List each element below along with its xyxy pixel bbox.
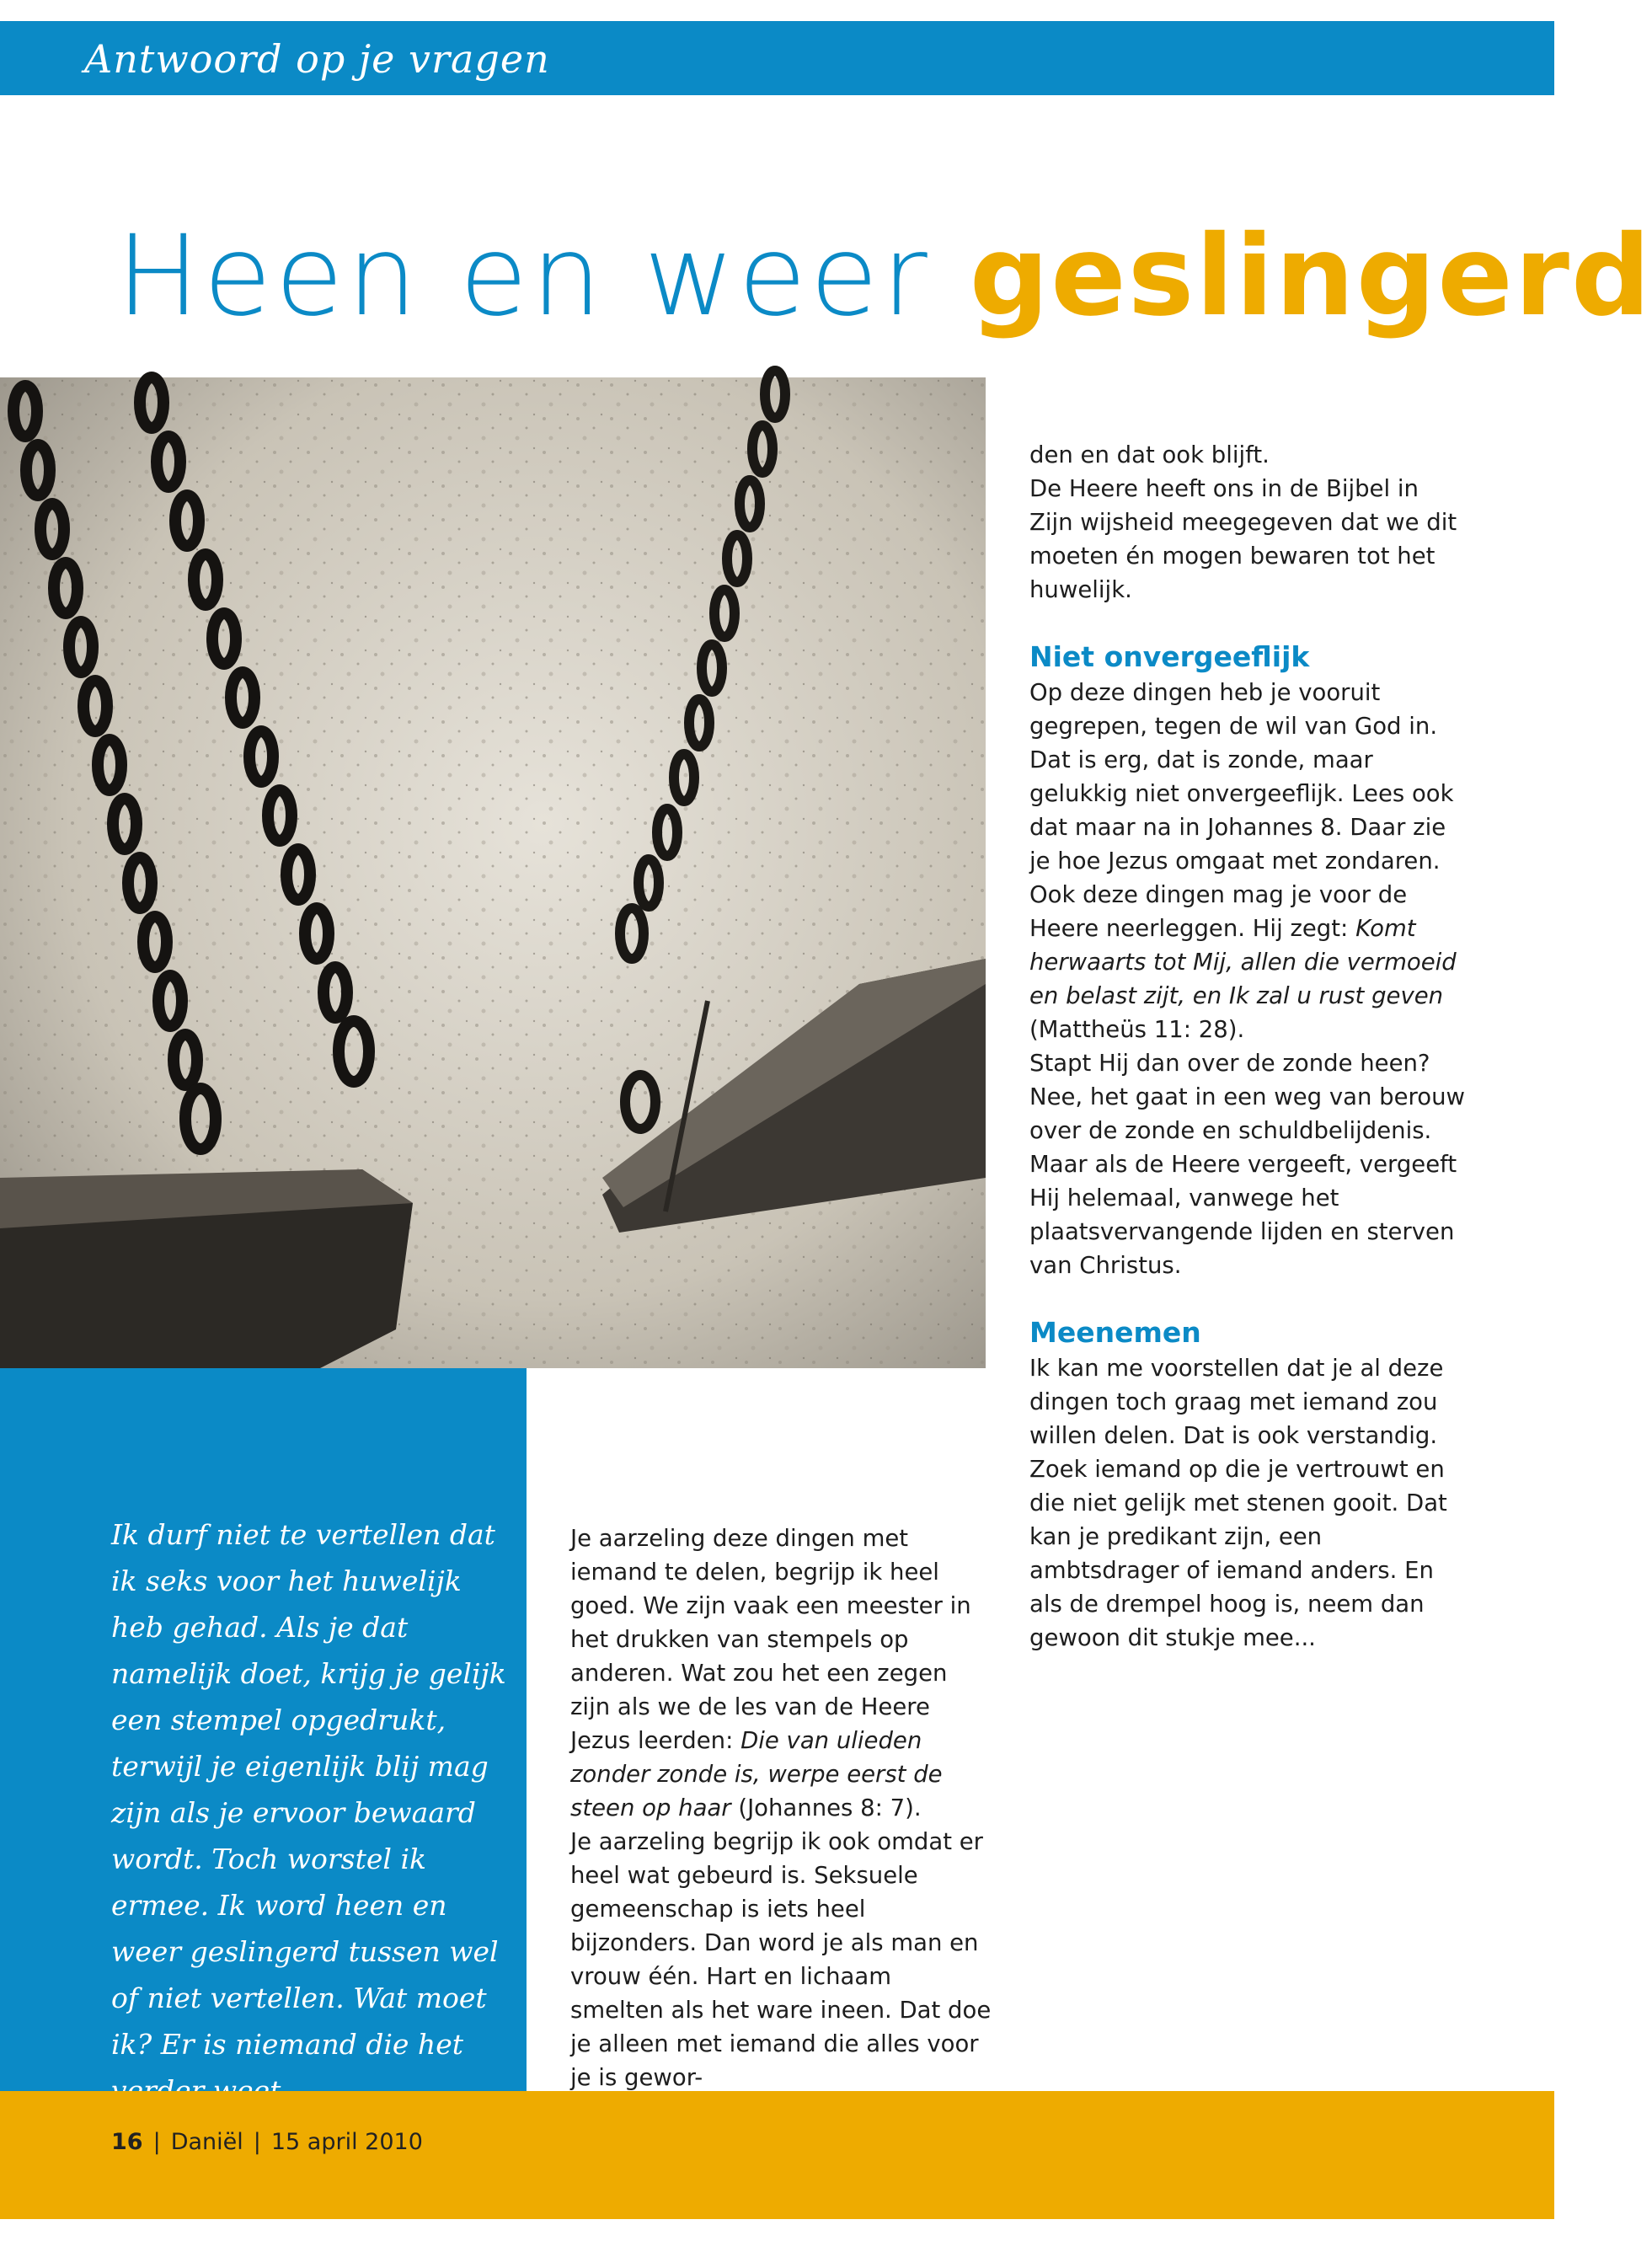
paragraph: Je aarzeling deze dingen met iemand te delen, begrijp ik heel goed. We zijn vaak een meester in het drukken van stempels op anderen. Wat zou het een zegen zijn als we de les van de Heere Jezus leerden: Die van ulieden zonder zonde is, werpe eerst de steen op haar (Johannes 8: 7). xyxy=(570,1525,971,1821)
article-column-middle xyxy=(570,1522,992,2094)
bible-quote: Komt herwaarts tot Mij, allen die vermoeid en belast zijt, en Ik zal u rust geven xyxy=(1029,915,1457,1009)
page-title xyxy=(116,211,1652,341)
bible-quote: Die van ulieden zonder zonde is, werpe eerst de steen op haar xyxy=(570,1727,943,1821)
paragraph: Je aarzeling begrijp ik ook omdat er heel wat gebeurd is. Seksuele gemeenschap is iets heel bijzonders. Dan word je als man en vrouw één. Hart en lichaam smelten als het ware ineen. Dat doe je alleen met iemand die alles voor je is gewor- xyxy=(570,1828,992,2091)
header-bar xyxy=(0,21,1554,95)
footer-bar xyxy=(0,2091,1554,2219)
separator: | xyxy=(152,2129,161,2155)
swing-photo xyxy=(0,377,986,1368)
paragraph: den en dat ook blijft. xyxy=(1029,441,1270,468)
footer xyxy=(111,2129,423,2155)
magazine-name: Daniël xyxy=(170,2129,243,2155)
separator: | xyxy=(253,2129,261,2155)
page-number: 16 xyxy=(111,2129,143,2155)
subheading-meenemen: Meenemen xyxy=(1029,1316,1201,1349)
issue-date: 15 april 2010 xyxy=(270,2129,423,2155)
article-column-right xyxy=(1029,438,1468,1655)
title-part-bold: geslingerd xyxy=(969,211,1652,341)
subheading-niet-onvergeeflijk: Niet onvergeeflijk xyxy=(1029,640,1310,673)
paragraph: De Heere heeft ons in de Bijbel in Zijn wijsheid meegegeven dat we dit moeten én mogen bewaren tot het huwelijk. xyxy=(1029,475,1457,603)
title-part-light: Heen en weer xyxy=(116,211,931,341)
paragraph: Op deze dingen heb je vooruit gegrepen, tegen de wil van God in. Dat is erg, dat is zonde, maar gelukkig niet onvergeeflijk. Lees ook dat maar na in Johannes 8. Daar zie je hoe Jezus omgaat met zondaren. Ook deze dingen mag je voor de Heere neerleggen. Hij zegt: Komt herwaarts tot Mij, allen die vermoeid en belast zijt, en Ik zal u rust geven (Mattheüs 11: 28). xyxy=(1029,679,1457,1043)
reader-question: Ik durf niet te vertellen dat ik seks voor het huwelijk heb gehad. Als je dat namelijk doet, krijg je gelijk een stempel opgedrukt, terwijl je eigenlijk blij mag zijn als je ervoor bewaard wordt. Toch worstel ik ermee. Ik word heen en weer geslingerd tussen wel of niet vertellen. Wat moet ik? Er is niemand die het xyxy=(111,1518,506,2061)
question-box xyxy=(0,1368,527,2091)
paragraph: Ik kan me voorstellen dat je al deze dingen toch graag met iemand zou willen delen. Dat is ook verstandig. Zoek iemand op die je vertrouwt en die niet gelijk met stenen gooit. Dat kan je predikant zijn, een ambtsdrager of iemand anders. En als de drempel hoog is, neem dan gewoon dit stukje mee... xyxy=(1029,1355,1447,1651)
section-title: Antwoord op je vragen xyxy=(84,36,550,82)
paragraph: Stapt Hij dan over de zonde heen? Nee, het gaat in een weg van berouw over de zonde en schuldbelijdenis. Maar als de Heere vergeeft, vergeeft Hij helemaal, vanwege het plaatsvervangende lijden en sterven van Christus. xyxy=(1029,1050,1465,1279)
